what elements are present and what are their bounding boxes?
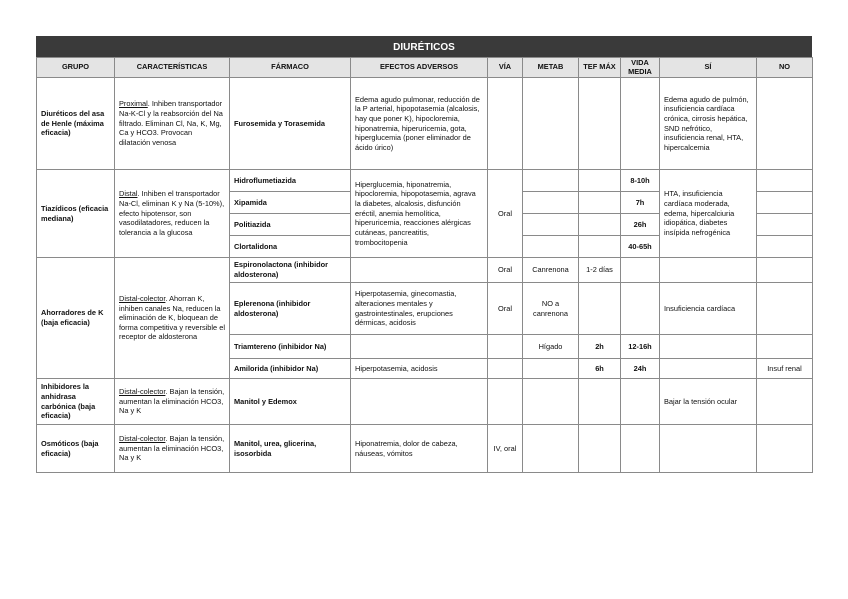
cell-efectos: Hiperpotasemia, ginecomastia, alteraciones mentales y gastrointestinales, erupciones dérmicas, acidosis xyxy=(351,283,488,335)
cell-efectos xyxy=(351,258,488,283)
cell-via: Oral xyxy=(488,170,523,258)
table-row xyxy=(37,170,813,192)
cell-si xyxy=(660,359,757,379)
table-row xyxy=(37,78,813,170)
cell-metab xyxy=(523,359,579,379)
cell-caracteristicas xyxy=(115,78,230,170)
table-row xyxy=(37,379,813,425)
cell-metab xyxy=(523,236,579,258)
header-no: NO xyxy=(757,58,813,78)
cell-farmaco: Triamtereno (inhibidor Na) xyxy=(230,335,351,359)
cell-efectos xyxy=(351,379,488,425)
description-text: . Inhiben el transportador Na-Cl, eliminan K y Na (5-10%), efecto hipotensor, son vasodilatadores, reducen la tolerancia a la glucosa xyxy=(119,189,225,237)
location-label: Distal-colector xyxy=(119,434,166,444)
description-text: . Bajan la tensión, aumentan la eliminación HCO3, Na y K xyxy=(119,434,225,463)
cell-farmaco: Amilorida (inhibidor Na) xyxy=(230,359,351,379)
cell-metab xyxy=(523,170,579,192)
diureticos-table-wrapper xyxy=(36,36,812,473)
cell-tef xyxy=(579,379,621,425)
cell-caracteristicas xyxy=(115,258,230,379)
cell-tef: 1-2 días xyxy=(579,258,621,283)
cell-vida: 12-16h xyxy=(621,335,660,359)
cell-no xyxy=(757,258,813,283)
cell-si: Insuficiencia cardíaca xyxy=(660,283,757,335)
description-text: . Inhiben transportador Na-K-Cl y la reabsorción del Na filtrado. Eliminan Cl, Na, K, Mg, Ca y HCO3. Provocan dilatación venosa xyxy=(119,99,223,147)
cell-vida xyxy=(621,258,660,283)
cell-tef xyxy=(579,170,621,192)
cell-no xyxy=(757,335,813,359)
cell-farmaco: Hidroflumetiazida xyxy=(230,170,351,192)
cell-no xyxy=(757,425,813,473)
cell-si xyxy=(660,425,757,473)
cell-no: Insuf renal xyxy=(757,359,813,379)
cell-farmaco: Manitol, urea, glicerina, isosorbida xyxy=(230,425,351,473)
cell-via xyxy=(488,78,523,170)
cell-efectos: Hiponatremia, dolor de cabeza, náuseas, vómitos xyxy=(351,425,488,473)
cell-si: Edema agudo de pulmón, insuficiencia cardíaca crónica, cirrosis hepática, SND nefrótico, insuficiencia renal, HTA, hipercalcemia xyxy=(660,78,757,170)
cell-grupo: Osmóticos (baja eficacia) xyxy=(37,425,115,473)
cell-caracteristicas xyxy=(115,379,230,425)
cell-no xyxy=(757,192,813,214)
cell-caracteristicas xyxy=(115,425,230,473)
location-label: Proximal xyxy=(119,99,148,109)
cell-grupo: Ahorradores de K (baja eficacia) xyxy=(37,258,115,379)
cell-metab: NO a canrenona xyxy=(523,283,579,335)
location-label: Distal-colector xyxy=(119,293,166,303)
table-row xyxy=(37,425,813,473)
cell-vida: 24h xyxy=(621,359,660,379)
cell-tef xyxy=(579,78,621,170)
description-text: . Bajan la tensión, aumentan la eliminación HCO3, Na y K xyxy=(119,387,225,416)
cell-farmaco: Espironolactona (inhibidor aldosterona) xyxy=(230,258,351,283)
location-label: Distal-colector xyxy=(119,387,166,397)
cell-no xyxy=(757,283,813,335)
header-via: VÍA xyxy=(488,58,523,78)
cell-metab xyxy=(523,425,579,473)
table-row xyxy=(37,258,813,283)
cell-farmaco: Clortalidona xyxy=(230,236,351,258)
cell-farmaco: Furosemida y Torasemida xyxy=(230,78,351,170)
cell-metab xyxy=(523,192,579,214)
cell-efectos xyxy=(351,335,488,359)
cell-farmaco: Manitol y Edemox xyxy=(230,379,351,425)
cell-grupo: Tiazídicos (eficacia mediana) xyxy=(37,170,115,258)
cell-tef xyxy=(579,283,621,335)
cell-vida xyxy=(621,283,660,335)
cell-vida: 40-65h xyxy=(621,236,660,258)
cell-si xyxy=(660,258,757,283)
cell-tef xyxy=(579,236,621,258)
cell-grupo: Inhibidores la anhidrasa carbónica (baja eficacia) xyxy=(37,379,115,425)
cell-tef xyxy=(579,425,621,473)
cell-metab xyxy=(523,214,579,236)
cell-vida: 26h xyxy=(621,214,660,236)
header-efectos: EFECTOS ADVERSOS xyxy=(351,58,488,78)
cell-efectos: Hiperglucemia, hiponatremia, hipocloremia, hipopotasemia, agrava la diabetes, alcalosis, disfunción eréctil, anemia hemolítica, hiperuricemia, reacciones alérgicas cutáneas, pancreatitis, trombocitopenia xyxy=(351,170,488,258)
table-title: DIURÉTICOS xyxy=(36,36,812,57)
cell-tef xyxy=(579,192,621,214)
cell-vida xyxy=(621,425,660,473)
cell-vida: 8-10h xyxy=(621,170,660,192)
cell-efectos: Hiperpotasemia, acidosis xyxy=(351,359,488,379)
cell-no xyxy=(757,236,813,258)
cell-metab xyxy=(523,379,579,425)
cell-via: IV, oral xyxy=(488,425,523,473)
cell-farmaco: Eplerenona (inhibidor aldosterona) xyxy=(230,283,351,335)
cell-no xyxy=(757,214,813,236)
header-grupo: GRUPO xyxy=(37,58,115,78)
cell-no xyxy=(757,170,813,192)
cell-vida xyxy=(621,78,660,170)
location-label: Distal xyxy=(119,189,138,199)
cell-tef: 6h xyxy=(579,359,621,379)
cell-metab xyxy=(523,78,579,170)
cell-si: Bajar la tensión ocular xyxy=(660,379,757,425)
cell-no xyxy=(757,379,813,425)
cell-via xyxy=(488,335,523,359)
header-si: SÍ xyxy=(660,58,757,78)
cell-tef xyxy=(579,214,621,236)
cell-via xyxy=(488,379,523,425)
cell-vida: 7h xyxy=(621,192,660,214)
cell-no xyxy=(757,78,813,170)
cell-farmaco: Xipamida xyxy=(230,192,351,214)
cell-via: Oral xyxy=(488,283,523,335)
cell-si xyxy=(660,335,757,359)
description-text: . Ahorran K, inhiben canales Na, reducen la eliminación de K, bloquean de forma competitiva y reversible el receptor de aldosterona xyxy=(119,293,225,342)
cell-grupo: Diuréticos del asa de Henle (máxima eficacia) xyxy=(37,78,115,170)
header-metab: METAB xyxy=(523,58,579,78)
cell-tef: 2h xyxy=(579,335,621,359)
cell-via xyxy=(488,359,523,379)
header-row xyxy=(37,58,813,78)
cell-farmaco: Politiazida xyxy=(230,214,351,236)
cell-vida xyxy=(621,379,660,425)
cell-via: Oral xyxy=(488,258,523,283)
diureticos-table xyxy=(36,57,813,473)
header-tef: TEF MÁX xyxy=(579,58,621,78)
cell-efectos: Edema agudo pulmonar, reducción de la P arterial, hipopotasemia (alcalosis, hay que poner K), hipocloremia, hiponatremia, hiperuricemia, gota, hiperglucemia (poner eliminador de ácido úrico) xyxy=(351,78,488,170)
cell-si: HTA, insuficiencia cardíaca moderada, edema, hipercalciuria idiopática, diabetes insípida nefrogénica xyxy=(660,170,757,258)
cell-metab: Canrenona xyxy=(523,258,579,283)
cell-metab: Hígado xyxy=(523,335,579,359)
header-caracteristicas: CARACTERÍSTICAS xyxy=(115,58,230,78)
header-vida: VIDA MEDIA xyxy=(621,58,660,78)
cell-caracteristicas xyxy=(115,170,230,258)
header-farmaco: FÁRMACO xyxy=(230,58,351,78)
